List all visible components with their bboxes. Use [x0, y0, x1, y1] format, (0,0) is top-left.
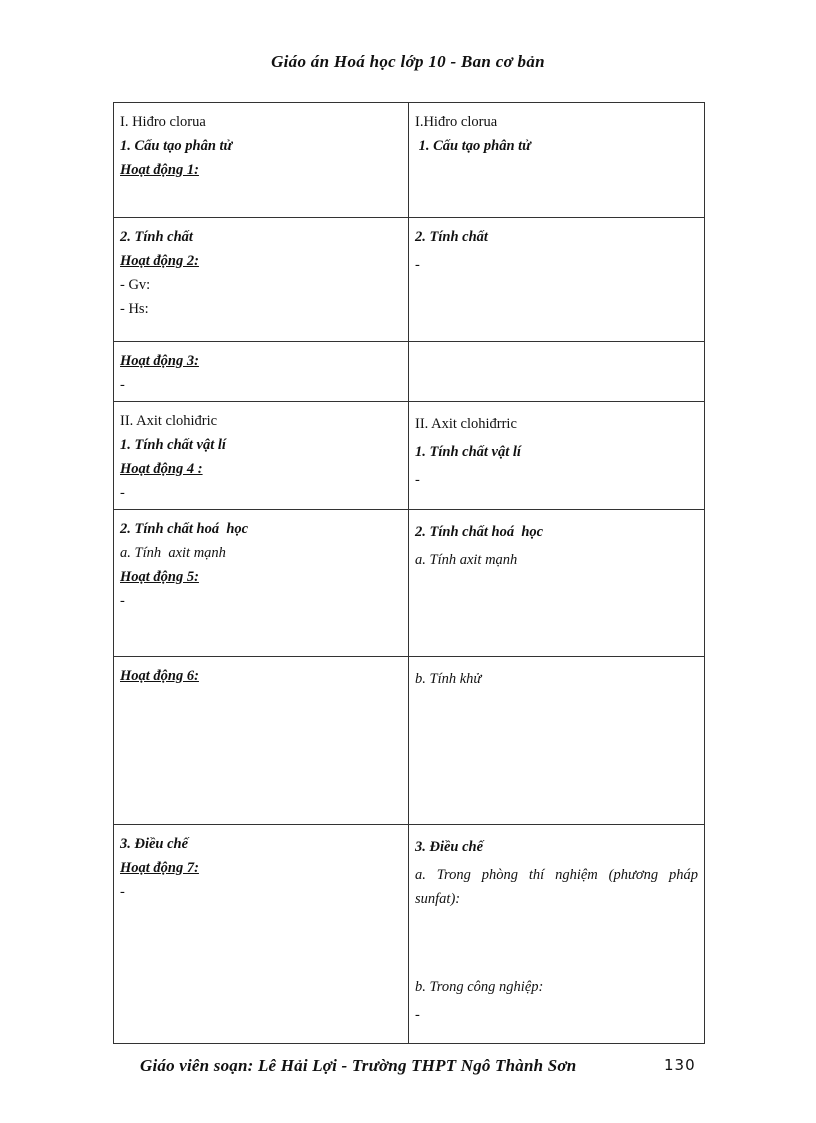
- subsection-title: 1. Cấu tạo phân tử: [415, 138, 531, 154]
- topic-note: a. Tính axit mạnh: [120, 545, 226, 561]
- dash-line: -: [415, 1007, 420, 1023]
- dash-line: -: [415, 257, 420, 273]
- subsection-title: 3. Điều chế: [415, 839, 484, 855]
- left-cell: [114, 218, 409, 342]
- topic-note-industrial: b. Trong công nghiệp:: [415, 979, 544, 995]
- left-cell: [114, 510, 409, 657]
- subsection-title: 1. Tính chất vật lí: [415, 444, 521, 460]
- dash-line: -: [120, 593, 125, 609]
- page-footer: Giáo viên soạn: Lê Hải Lợi - Trường THPT Ngô Thành Sơn: [140, 1056, 577, 1075]
- activity-label: Hoạt động 4 :: [120, 461, 203, 477]
- topic-note: b. Tính khử: [415, 671, 482, 687]
- subsection-title: 1. Tính chất vật lí: [120, 437, 226, 453]
- subsection-title: 2. Tính chất: [415, 229, 488, 245]
- left-cell: [114, 103, 409, 218]
- activity-label: Hoạt động 6:: [120, 668, 199, 684]
- right-cell: [409, 103, 705, 218]
- topic-note: a. Tính axit mạnh: [415, 552, 518, 568]
- teacher-line: - Gv:: [120, 277, 151, 293]
- subsection-title: 2. Tính chất: [120, 229, 193, 245]
- subsection-title: 2. Tính chất hoá học: [415, 524, 544, 540]
- table-row: [114, 402, 705, 510]
- activity-label: Hoạt động 2:: [120, 253, 199, 269]
- right-cell: [409, 402, 705, 510]
- table-row: [114, 218, 705, 342]
- right-cell: [409, 510, 705, 657]
- activity-label: Hoạt động 5:: [120, 569, 199, 585]
- lesson-table: [113, 102, 705, 1044]
- left-cell: [114, 657, 409, 825]
- left-cell: [114, 825, 409, 1044]
- section-heading: II. Axit clohiđrric: [415, 416, 517, 432]
- table-row: [114, 657, 705, 825]
- dash-line: -: [120, 884, 125, 900]
- section-heading: I.Hiđro clorua: [415, 114, 498, 130]
- dash-line: -: [120, 377, 125, 393]
- section-heading: I. Hiđro clorua: [120, 114, 206, 130]
- activity-label: Hoạt động 1:: [120, 162, 199, 178]
- dash-line: -: [120, 485, 125, 501]
- subsection-title: 1. Cấu tạo phân tử: [120, 138, 233, 154]
- left-cell: [114, 402, 409, 510]
- subsection-title: 2. Tính chất hoá học: [120, 521, 249, 537]
- topic-note: a. Trong phòng thí nghiệm (phương pháp sunfat):: [415, 867, 698, 907]
- right-cell: [409, 342, 705, 402]
- subsection-title: 3. Điều chế: [120, 836, 189, 852]
- right-cell: [409, 657, 705, 825]
- student-line: - Hs:: [120, 301, 149, 317]
- activity-label: Hoạt động 7:: [120, 860, 199, 876]
- section-heading: II. Axit clohiđric: [120, 413, 218, 429]
- table-row: [114, 510, 705, 657]
- right-cell: [409, 218, 705, 342]
- table-row: [114, 342, 705, 402]
- table-row: [114, 103, 705, 218]
- dash-line: -: [415, 472, 420, 488]
- page-number: 130: [664, 1056, 696, 1074]
- left-cell: [114, 342, 409, 402]
- right-cell: [409, 825, 705, 1044]
- page-header: Giáo án Hoá học lớp 10 - Ban cơ bản: [271, 52, 545, 71]
- activity-label: Hoạt động 3:: [120, 353, 199, 369]
- table-row: [114, 825, 705, 1044]
